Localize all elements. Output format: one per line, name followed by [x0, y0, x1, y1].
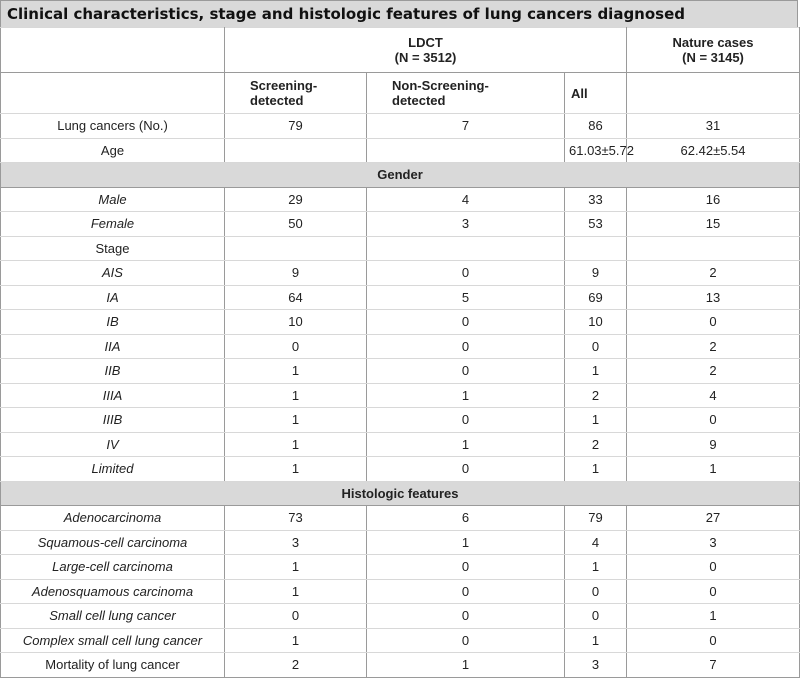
nature-header	[627, 28, 800, 73]
row-label: Adenocarcinoma	[1, 506, 225, 531]
cell-value: 31	[627, 114, 800, 139]
cell-value: 79	[565, 506, 627, 531]
cell-value: 3	[225, 530, 367, 555]
table-row	[1, 408, 800, 433]
screening-detected-header	[225, 73, 367, 114]
cell-value: 1	[627, 457, 800, 482]
row-label: Squamous-cell carcinoma	[1, 530, 225, 555]
cell-value: 29	[225, 187, 367, 212]
cell-value: 9	[627, 432, 800, 457]
table-row	[1, 628, 800, 653]
non-screening-line2: detected	[392, 93, 446, 108]
table-row	[1, 285, 800, 310]
section-histologic	[1, 481, 800, 506]
ldct-header	[225, 28, 627, 73]
table-row	[1, 261, 800, 286]
table-title: Clinical characteristics, stage and histologic features of lung cancers diagnosed	[0, 0, 798, 28]
cell-value: 1	[225, 408, 367, 433]
cell-value: 0	[367, 628, 565, 653]
lung-cancer-table	[0, 27, 800, 678]
header-empty-cell	[627, 73, 800, 114]
cell-value: 7	[627, 653, 800, 678]
row-label: Complex small cell lung cancer	[1, 628, 225, 653]
cell-value: 0	[627, 555, 800, 580]
cell-value: 73	[225, 506, 367, 531]
cell-value: 62.42±5.54	[627, 138, 800, 163]
cell-value: 0	[367, 261, 565, 286]
cell-value: 69	[565, 285, 627, 310]
cell-value: 1	[565, 628, 627, 653]
cell-value: 1	[565, 457, 627, 482]
cell-value: 1	[225, 383, 367, 408]
cell-value: 0	[367, 334, 565, 359]
cell-value: 1	[225, 555, 367, 580]
header-row-1	[1, 28, 800, 73]
table-row	[1, 432, 800, 457]
cell-value: 1	[367, 653, 565, 678]
cell-value: 15	[627, 212, 800, 237]
cell-value	[367, 138, 565, 163]
cell-value: 0	[367, 310, 565, 335]
table-row	[1, 212, 800, 237]
cell-value: 2	[565, 383, 627, 408]
cell-value: 0	[627, 628, 800, 653]
cell-value: 0	[627, 579, 800, 604]
section-title: Gender	[1, 163, 800, 188]
table-row	[1, 653, 800, 678]
cell-value: 0	[367, 359, 565, 384]
cell-value: 1	[225, 579, 367, 604]
cell-value: 0	[225, 604, 367, 629]
cell-value: 1	[367, 530, 565, 555]
cell-value: 2	[627, 334, 800, 359]
non-screening-line1: Non-Screening-	[392, 78, 489, 93]
table-row	[1, 334, 800, 359]
cell-value: 13	[627, 285, 800, 310]
row-label: IV	[1, 432, 225, 457]
cell-value: 1	[565, 555, 627, 580]
table-row	[1, 555, 800, 580]
row-label: Lung cancers (No.)	[1, 114, 225, 139]
row-label: Large-cell carcinoma	[1, 555, 225, 580]
table-row	[1, 579, 800, 604]
cell-value: 50	[225, 212, 367, 237]
table-row	[1, 310, 800, 335]
cell-value: 1	[225, 432, 367, 457]
nature-n: (N = 3145)	[682, 50, 744, 65]
cell-value: 0	[367, 408, 565, 433]
cell-value: 2	[225, 653, 367, 678]
header-row-2	[1, 73, 800, 114]
cell-value: 1	[367, 432, 565, 457]
table-row	[1, 530, 800, 555]
row-label: Mortality of lung cancer	[1, 653, 225, 678]
cell	[565, 236, 627, 261]
cell	[627, 236, 800, 261]
cell-value: 1	[367, 383, 565, 408]
row-label: AIS	[1, 261, 225, 286]
cell-value: 53	[565, 212, 627, 237]
header-empty-cell	[1, 28, 225, 73]
table-row	[1, 187, 800, 212]
cell-value: 4	[627, 383, 800, 408]
row-label: IB	[1, 310, 225, 335]
row-label: IA	[1, 285, 225, 310]
cell-value: 10	[225, 310, 367, 335]
cell-value: 1	[565, 408, 627, 433]
cell-value: 61.03±5.72	[565, 138, 627, 163]
row-label: Small cell lung cancer	[1, 604, 225, 629]
table-row	[1, 383, 800, 408]
cell-value	[225, 138, 367, 163]
cell-value: 0	[627, 408, 800, 433]
cell-value: 0	[565, 334, 627, 359]
row-label: IIA	[1, 334, 225, 359]
cell-value: 1	[627, 604, 800, 629]
cell-value: 2	[627, 261, 800, 286]
ldct-label: LDCT	[408, 35, 443, 50]
table-row	[1, 604, 800, 629]
cell-value: 33	[565, 187, 627, 212]
stage-label-row	[1, 236, 800, 261]
non-screening-detected-header	[367, 73, 565, 114]
cell-value: 1	[225, 457, 367, 482]
cell-value: 79	[225, 114, 367, 139]
cell-value: 4	[367, 187, 565, 212]
cell-value: 1	[225, 359, 367, 384]
cell-value: 27	[627, 506, 800, 531]
row-label: Female	[1, 212, 225, 237]
all-header: All	[565, 73, 627, 114]
cell-value: 64	[225, 285, 367, 310]
table-row	[1, 138, 800, 163]
cell-value: 0	[565, 604, 627, 629]
ldct-n: (N = 3512)	[394, 50, 457, 65]
cell-value: 16	[627, 187, 800, 212]
screening-detected-line1: Screening-	[250, 78, 318, 93]
cell	[367, 236, 565, 261]
table-row	[1, 359, 800, 384]
table-row	[1, 114, 800, 139]
cell-value: 2	[565, 432, 627, 457]
cell-value: 2	[627, 359, 800, 384]
cell-value: 0	[565, 579, 627, 604]
cell-value: 3	[367, 212, 565, 237]
cell-value: 0	[367, 604, 565, 629]
row-label: IIIB	[1, 408, 225, 433]
cell-value: 1	[225, 628, 367, 653]
row-label: IIB	[1, 359, 225, 384]
cell-value: 5	[367, 285, 565, 310]
cell-value: 3	[627, 530, 800, 555]
cell-value: 86	[565, 114, 627, 139]
cell-value: 0	[225, 334, 367, 359]
table-row	[1, 457, 800, 482]
row-label: Limited	[1, 457, 225, 482]
cell-value: 0	[367, 555, 565, 580]
nature-label: Nature cases	[672, 35, 754, 50]
row-label: Age	[1, 138, 225, 163]
cell-value: 1	[565, 359, 627, 384]
cell	[225, 236, 367, 261]
screening-detected-line2: detected	[250, 93, 304, 108]
cell-value: 3	[565, 653, 627, 678]
cell-value: 0	[627, 310, 800, 335]
table-row	[1, 506, 800, 531]
row-label: Male	[1, 187, 225, 212]
cell-value: 7	[367, 114, 565, 139]
cell-value: 0	[367, 579, 565, 604]
section-gender	[1, 163, 800, 188]
cell-value: 6	[367, 506, 565, 531]
row-label: Stage	[1, 236, 225, 261]
header-empty-cell	[1, 73, 225, 114]
cell-value: 9	[565, 261, 627, 286]
cell-value: 10	[565, 310, 627, 335]
cell-value: 9	[225, 261, 367, 286]
row-label: IIIA	[1, 383, 225, 408]
cell-value: 4	[565, 530, 627, 555]
cell-value: 0	[367, 457, 565, 482]
section-title: Histologic features	[1, 481, 800, 506]
row-label: Adenosquamous carcinoma	[1, 579, 225, 604]
